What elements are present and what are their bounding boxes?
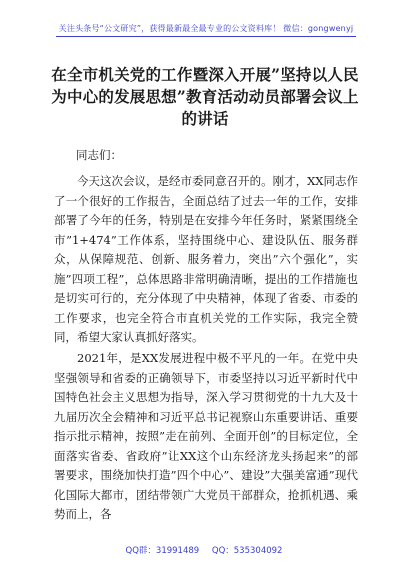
document-title: 在全市机关党的工作暨深入开展”坚持以人民为中心的发展思想”教育活动动员部署会议上的讲话 bbox=[51, 65, 359, 128]
footer-contact: QQ群：31991489 QQ：535304092 bbox=[125, 546, 283, 556]
body-paragraph-1: 今天这次会议，是经市委同意召开的。刚才，XX同志作了一个很好的工作报告，全面总结了过去一年的工作，安排部署了今年的任务，特别是在安排今年任务时，紧紧围绕全市”1+474”工作体系，坚持围绕中心、建设队伍、服务群众，从保障规范、创新、服务着力，突出”六个强化”，实施”四项工程”，总体思路非常明确清晰，提出的工作措施也是切实可行的，充分体现了中央精神，体现了省委、市委的工作要求，也完全符合市直机关党的工作实际，我完全赞同，希望大家认真抓好落实。 bbox=[54, 174, 358, 344]
salutation: 同志们： bbox=[76, 148, 122, 162]
body-paragraph-2: 2021年，是XX发展进程中极不平凡的一年。在党中央坚强领导和省委的正确领导下，市委坚持以习近平新时代中国特色社会主义思想为指导，深入学习贯彻党的十九大及十九届历次全会精神和习近平总书记视察山东重要讲话、重要指示批示精神，按照”走在前列、全面开创”的目标定位，全面落实省委、省政府”让XX这个山东经济龙头扬起来”的部署要求，围绕加快打造”四个中心”、建设”大强美富通”现代化国际大都市，团结带领广大党员干部群众，抢抓机遇、乘势而上，各 bbox=[54, 351, 358, 521]
header-banner: 关注头条号“公文研究”，获得最新最全最专业的公文资料库！ 微信：gongwenyj bbox=[56, 24, 356, 37]
